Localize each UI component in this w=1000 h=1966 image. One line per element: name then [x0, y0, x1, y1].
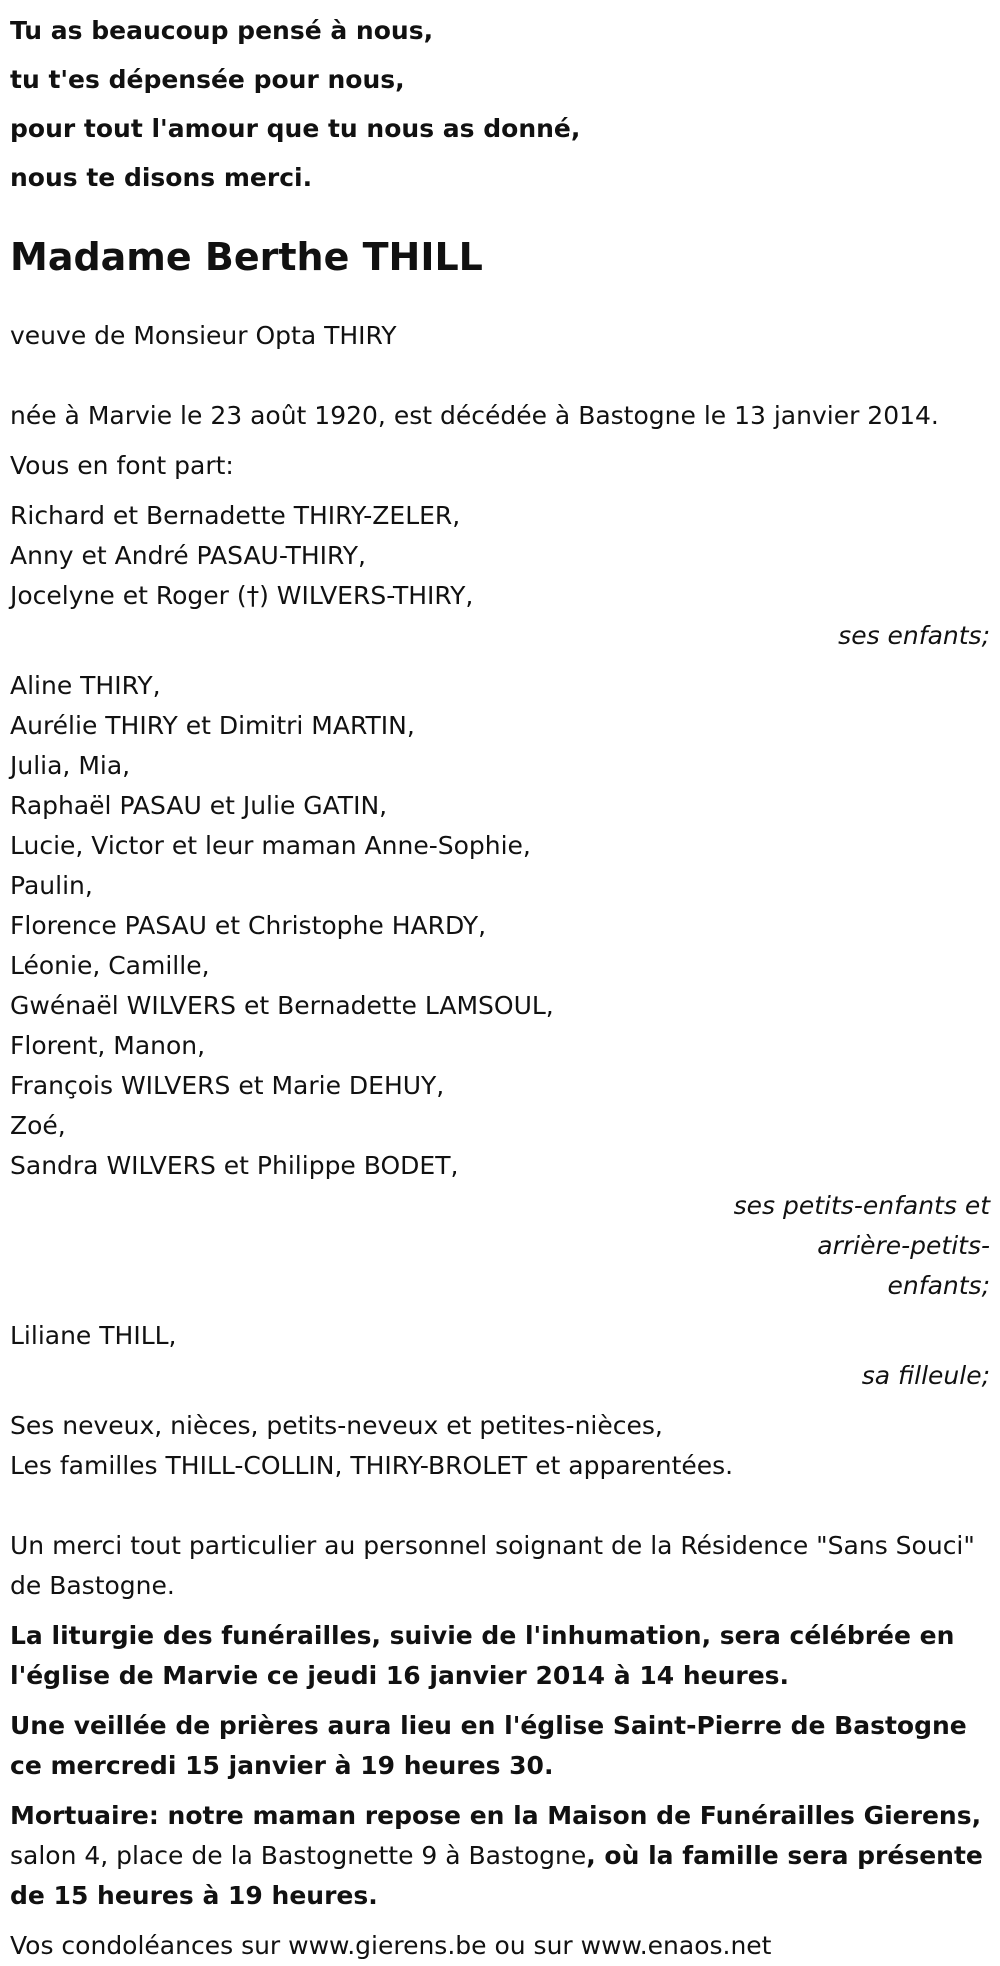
deceased-name: Madame Berthe THILL	[10, 235, 483, 279]
family-member: Zoé,	[10, 1111, 66, 1140]
vigil-paragraph: Une veillée de prières aura lieu en l'église Saint-Pierre de Bastogne ce mercredi 15 janvier à 19 heures 30.	[10, 1711, 967, 1780]
mortuary-text-bold: Mortuaire: notre maman repose en la Maison de Funérailles Gierens,	[10, 1801, 982, 1830]
poem	[10, 0, 990, 202]
role-label-goddaughter: sa filleule;	[861, 1361, 990, 1390]
family-member: Florent, Manon,	[10, 1031, 206, 1060]
mortuary-paragraph	[10, 1796, 990, 1916]
family-member: Sandra WILVERS et Philippe BODET,	[10, 1151, 459, 1180]
family-member: Léonie, Camille,	[10, 951, 210, 980]
birth-death-line: née à Marvie le 23 août 1920, est décédée à Bastogne le 13 janvier 2014.	[10, 401, 939, 430]
family-member: Jocelyne et Roger (†) WILVERS-THIRY,	[10, 581, 474, 610]
poem-line: tu t'es dépensée pour nous,	[10, 65, 405, 94]
family-member: Gwénaël WILVERS et Bernadette LAMSOUL,	[10, 991, 554, 1020]
condolences-line: Vos condoléances sur www.gierens.be ou sur www.enaos.net	[10, 1931, 772, 1960]
extended-family-group	[10, 1406, 990, 1486]
spouse-line: veuve de Monsieur Opta THIRY	[10, 321, 397, 350]
family-member: Anny et André PASAU-THIRY,	[10, 541, 367, 570]
family-member: Ses neveux, nièces, petits-neveux et petites-nièces,	[10, 1411, 663, 1440]
family-member: Richard et Bernadette THIRY-ZELER,	[10, 501, 461, 530]
family-member: Aurélie THIRY et Dimitri MARTIN,	[10, 711, 415, 740]
family-member: Paulin,	[10, 871, 93, 900]
grandchildren-group	[10, 666, 990, 1306]
family-member: François WILVERS et Marie DEHUY,	[10, 1071, 445, 1100]
role-label-grandchildren: ses petits-enfants et arrière-petits-enfants;	[733, 1191, 990, 1300]
family-member: Lucie, Victor et leur maman Anne-Sophie,	[10, 831, 531, 860]
family-member: Florence PASAU et Christophe HARDY,	[10, 911, 487, 940]
poem-line: nous te disons merci.	[10, 163, 313, 192]
goddaughter-group	[10, 1316, 990, 1396]
children-group	[10, 496, 990, 656]
family-member: Liliane THILL,	[10, 1321, 177, 1350]
mortuary-text-bold: , où la famille sera présente de 15 heures à 19 heures.	[10, 1841, 983, 1910]
liturgy-paragraph: La liturgie des funérailles, suivie de l'inhumation, sera célébrée en l'église de Marvie ce jeudi 16 janvier 2014 à 14 heures.	[10, 1621, 955, 1690]
poem-line: pour tout l'amour que tu nous as donné,	[10, 114, 581, 143]
thanks-paragraph: Un merci tout particulier au personnel soignant de la Résidence "Sans Souci" de Bastogne.	[10, 1531, 975, 1600]
family-member: Aline THIRY,	[10, 671, 161, 700]
family-member: Julia, Mia,	[10, 751, 131, 780]
family-member: Raphaël PASAU et Julie GATIN,	[10, 791, 388, 820]
family-member: Les familles THILL-COLLIN, THIRY-BROLET et apparentées.	[10, 1451, 734, 1480]
announcement-intro: Vous en font part:	[10, 451, 234, 480]
role-label-children: ses enfants;	[838, 621, 990, 650]
mortuary-address: salon 4, place de la Bastognette 9 à Bastogne	[10, 1841, 587, 1870]
poem-line: Tu as beaucoup pensé à nous,	[10, 16, 434, 45]
